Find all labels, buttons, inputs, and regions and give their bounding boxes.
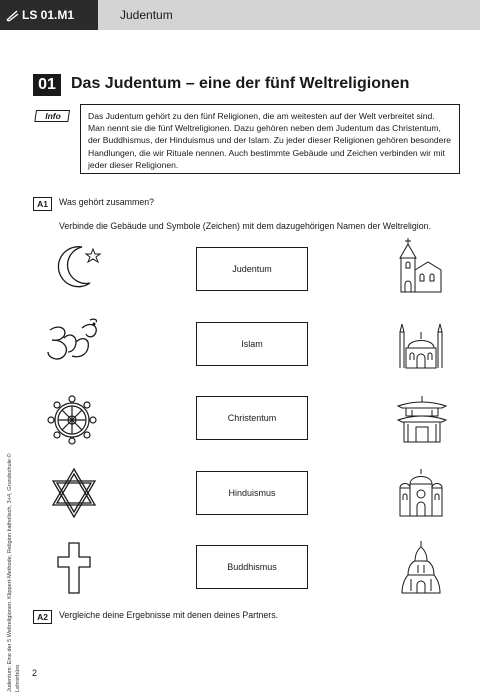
info-text-box	[80, 104, 460, 174]
side-credit: Judentum: Eine der 5 Weltreligionen. Klippert-Methode, Religion katholisch, 3+4, Grundschule © Lehrerbüro	[7, 453, 21, 692]
religion-name-box[interactable]	[196, 471, 308, 515]
header-code: LS 01.M1	[22, 8, 75, 22]
religion-name-box[interactable]	[196, 322, 308, 366]
chinese-temple-icon[interactable]	[396, 394, 448, 444]
crescent-star-icon[interactable]	[52, 243, 102, 291]
latin-cross-icon[interactable]	[56, 541, 92, 595]
church-icon[interactable]	[396, 238, 442, 294]
religion-name-box[interactable]	[196, 545, 308, 589]
stupa-temple-icon[interactable]	[398, 541, 444, 595]
task-a1-question: Was gehört zusammen?	[59, 197, 155, 207]
page-number: 2	[32, 668, 38, 678]
religion-name-box[interactable]	[196, 247, 308, 291]
task-a2-label: A2	[33, 610, 52, 624]
om-icon[interactable]	[42, 318, 112, 364]
task-a1-instruction: Verbinde die Gebäude und Symbole (Zeichen) mit dem dazugehörigen Namen der Weltreligion.	[59, 221, 431, 231]
religion-name: Hinduismus	[228, 488, 276, 498]
task-a1-label: A1	[33, 197, 52, 211]
religion-name: Judentum	[232, 264, 272, 274]
religion-name: Islam	[241, 339, 263, 349]
section-number: 01	[33, 74, 61, 96]
dharma-wheel-icon[interactable]	[46, 394, 98, 446]
page-title: Das Judentum – eine der fünf Weltreligionen	[71, 75, 410, 92]
mosque-icon[interactable]	[396, 320, 446, 370]
star-of-david-icon[interactable]	[50, 467, 98, 519]
religion-name: Buddhismus	[227, 562, 277, 572]
info-tag-label: Info	[45, 111, 61, 121]
religion-name: Christentum	[227, 413, 277, 423]
pencil-icon	[6, 8, 19, 22]
info-text: Das Judentum gehört zu den fünf Religionen, die am weitesten auf der Welt verbreitet sind. Man nennt sie die fünf Weltreligionen. Dazu gehören neben dem Judentum das Christentum, der Buddhismus, der Hinduismus und der Islam. Zu jeder dieser Religionen gehören besondere Handlungen, die wir Rituale nennen. Auch bestimmte Gebäude und Zeichen verbinden wir mit jeder dieser Religionen.	[88, 111, 452, 170]
synagogue-icon[interactable]	[396, 468, 446, 518]
header-title: Judentum	[120, 8, 173, 22]
info-tag-icon	[36, 110, 70, 122]
task-a2-text: Vergleiche deine Ergebnisse mit denen deines Partners.	[59, 610, 279, 620]
religion-name-box[interactable]	[196, 396, 308, 440]
